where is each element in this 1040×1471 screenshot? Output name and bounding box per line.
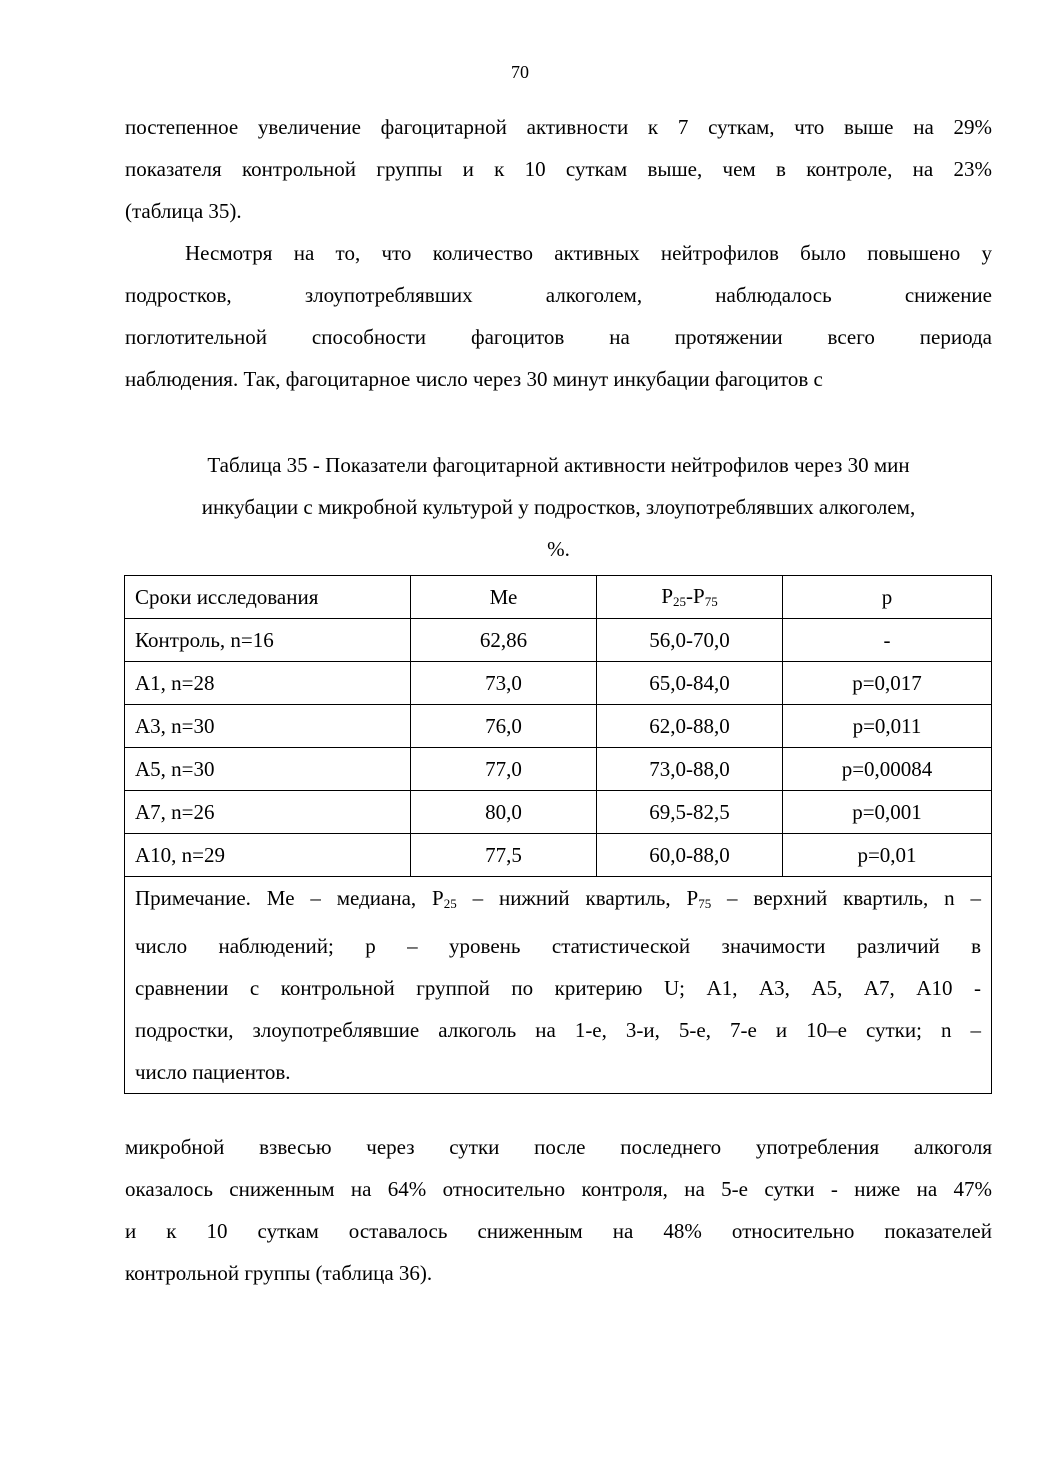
- table-row: [125, 662, 992, 705]
- cell-quartiles: 60,0-88,0: [597, 834, 783, 877]
- cell-median: 76,0: [411, 705, 597, 748]
- note-text: Примечание. Ме – медиана, Р: [135, 886, 444, 910]
- header-sub-75: 75: [704, 594, 718, 609]
- cell-quartiles: 69,5-82,5: [597, 791, 783, 834]
- cell-period: А10, n=29: [125, 834, 411, 877]
- header-dash-p: -Р: [686, 584, 705, 608]
- text-line: (таблица 35).: [125, 199, 242, 223]
- text-line: и к 10 суткам оставалось сниженным на 48% относительно показателей: [125, 1219, 992, 1243]
- cell-period: Контроль, n=16: [125, 619, 411, 662]
- text-line: наблюдения. Так, фагоцитарное число через 30 минут инкубации фагоцитов с: [125, 367, 823, 391]
- paragraph-neutrophils: [125, 232, 992, 400]
- text-line: контрольной группы (таблица 36).: [125, 1261, 433, 1285]
- cell-period: А3, n=30: [125, 705, 411, 748]
- cell-p-value: р=0,001: [783, 791, 992, 834]
- header-p-value: р: [783, 576, 992, 619]
- caption-line: Таблица 35 - Показатели фагоцитарной активности нейтрофилов через 30 мин: [207, 453, 910, 477]
- cell-p-value: -: [783, 619, 992, 662]
- text-line: показателя контрольной группы и к 10 суткам выше, чем в контроле, на 23%: [125, 157, 992, 181]
- text-line: постепенное увеличение фагоцитарной активности к 7 суткам, что выше на 29%: [125, 115, 992, 139]
- note-text: – верхний квартиль, n –: [711, 886, 981, 910]
- table-row: [125, 834, 992, 877]
- table-caption: [125, 444, 992, 570]
- paragraph-conclusion: [125, 1126, 992, 1294]
- cell-median: 73,0: [411, 662, 597, 705]
- table-note: [125, 877, 992, 1094]
- cell-quartiles: 56,0-70,0: [597, 619, 783, 662]
- note-text: – нижний квартиль, Р: [456, 886, 699, 910]
- cell-p-value: р=0,017: [783, 662, 992, 705]
- note-line: подростки, злоупотреблявшие алкоголь на 1-е, 3-и, 5-е, 7-е и 10–е сутки; n –: [135, 1018, 981, 1042]
- note-line: [135, 877, 981, 925]
- cell-period: А1, n=28: [125, 662, 411, 705]
- paragraph-intro: [125, 106, 992, 232]
- cell-period: А5, n=30: [125, 748, 411, 791]
- header-median: Ме: [411, 576, 597, 619]
- cell-period: А7, n=26: [125, 791, 411, 834]
- cell-p-value: р=0,00084: [783, 748, 992, 791]
- text-line: подростков, злоупотреблявших алкоголем, наблюдалось снижение: [125, 283, 992, 307]
- caption-line: инкубации с микробной культурой у подростков, злоупотреблявших алкоголем,: [201, 495, 916, 519]
- page-number: 70: [511, 62, 529, 82]
- cell-median: 62,86: [411, 619, 597, 662]
- table-row: [125, 748, 992, 791]
- text-line: оказалось сниженным на 64% относительно контроля, на 5-е сутки - ниже на 47%: [125, 1177, 992, 1201]
- note-line: число пациентов.: [135, 1060, 291, 1084]
- cell-median: 77,0: [411, 748, 597, 791]
- note-sub-25: 25: [443, 896, 457, 911]
- cell-median: 77,5: [411, 834, 597, 877]
- header-sub-25: 25: [673, 594, 686, 609]
- phagocytic-activity-table: [124, 575, 992, 1094]
- header-period: Сроки исследования: [125, 576, 411, 619]
- table-row: [125, 791, 992, 834]
- cell-quartiles: 62,0-88,0: [597, 705, 783, 748]
- cell-p-value: р=0,01: [783, 834, 992, 877]
- caption-line: %.: [547, 537, 570, 561]
- table-row: [125, 705, 992, 748]
- text-line: Несмотря на то, что количество активных нейтрофилов было повышено у: [185, 241, 992, 265]
- table-note-row: [125, 877, 992, 1094]
- table-row: [125, 619, 992, 662]
- text-line: поглотительной способности фагоцитов на протяжении всего периода: [125, 325, 992, 349]
- cell-median: 80,0: [411, 791, 597, 834]
- note-sub-75: 75: [698, 896, 712, 911]
- table-header-row: [125, 576, 992, 619]
- cell-quartiles: 73,0-88,0: [597, 748, 783, 791]
- note-line: сравнении с контрольной группой по критерию U; А1, А3, А5, А7, А10 -: [135, 976, 981, 1000]
- header-quartiles: [597, 576, 783, 619]
- header-p-letter: Р: [661, 584, 673, 608]
- note-line: число наблюдений; р – уровень статистической значимости различий в: [135, 934, 981, 958]
- cell-quartiles: 65,0-84,0: [597, 662, 783, 705]
- text-line: микробной взвесью через сутки после последнего употребления алкоголя: [125, 1135, 992, 1159]
- cell-p-value: р=0,011: [783, 705, 992, 748]
